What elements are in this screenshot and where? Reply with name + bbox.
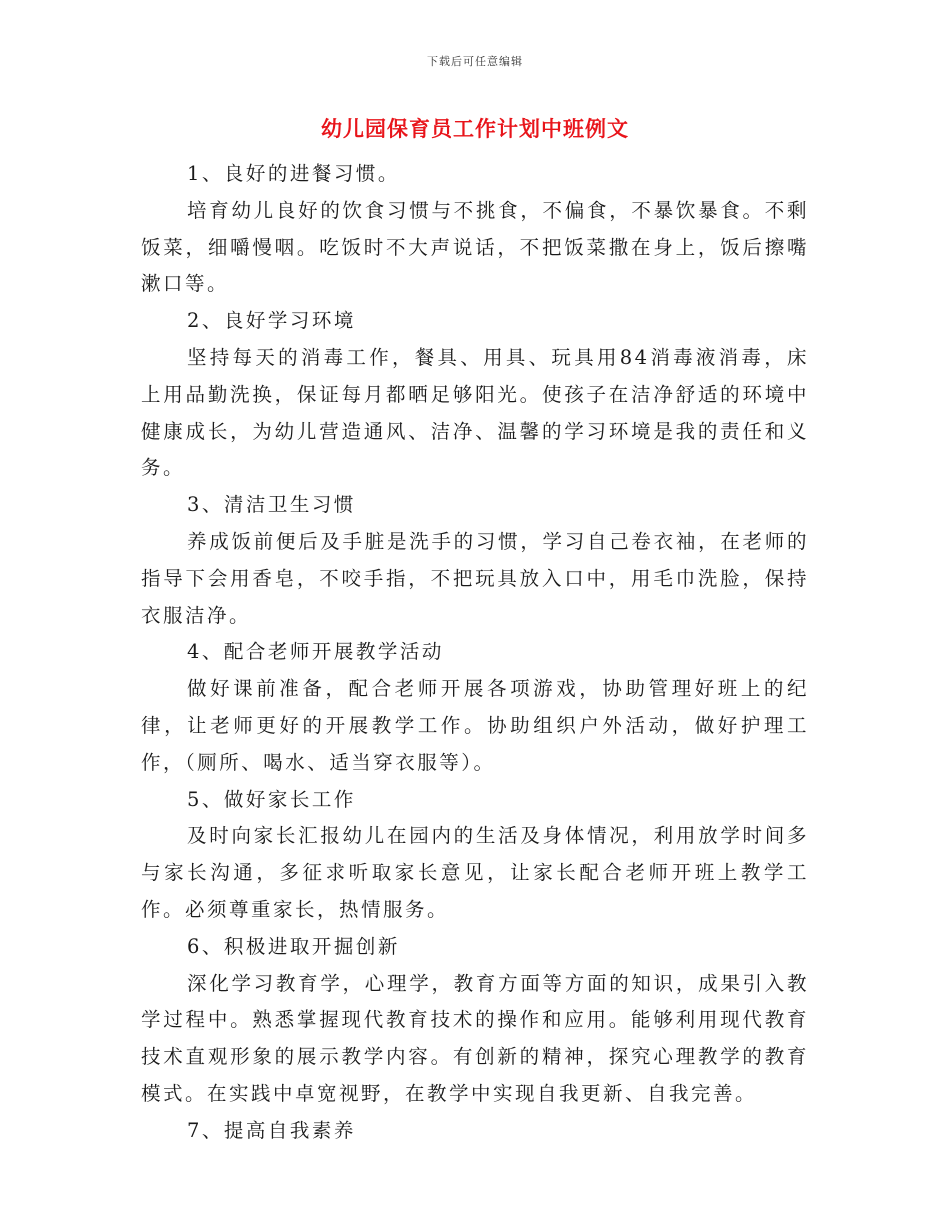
document-body: [141, 156, 809, 1150]
section-heading-2: 2、良好学习环境: [187, 309, 356, 333]
section-body-3: 养成饭前便后及手脏是洗手的习惯，学习自己卷衣袖，在老师的指导下会用香皂，不咬手指，不把玩具放入口中，用毛巾洗脸，保持衣服洁净。: [141, 529, 809, 627]
section-heading-5: 5、做好家长工作: [187, 787, 356, 811]
section-body-4: 做好课前准备，配合老师开展各项游戏，协助管理好班上的纪律，让老师更好的开展教学工作。协助组织户外活动，做好护理工作，（厕所、喝水、适当穿衣服等）。: [141, 677, 809, 774]
section-heading-1: 1、良好的进餐习惯。: [187, 162, 400, 185]
document-title: 幼儿园保育员工作计划中班例文: [321, 116, 629, 141]
section-heading-4: 4、配合老师开展教学活动: [187, 640, 444, 664]
section-body-5: 及时向家长汇报幼儿在园内的生活及身体情况，利用放学时间多与家长沟通，多征求听取家长意见，让家长配合老师开班上教学工作。必须尊重家长，热情服务。: [141, 824, 809, 921]
page-header-note: 下载后可任意编辑: [427, 55, 523, 68]
section-body-2: 坚持每天的消毒工作，餐具、用具、玩具用84消毒液消毒，床上用品勤洗换，保证每月都晒足够阳光。使孩子在洁净舒适的环境中健康成长，为幼儿营造通风、洁净、温馨的学习环境是我的责任和义务。: [141, 345, 809, 480]
section-body-1: 培育幼儿良好的饮食习惯与不挑食，不偏食，不暴饮暴食。不剩饭菜，细嚼慢咽。吃饭时不大声说话，不把饭菜撒在身上，饭后擦嘴漱口等。: [141, 198, 809, 296]
section-body-6: 深化学习教育学，心理学，教育方面等方面的知识，成果引入教学过程中。熟悉掌握现代教育技术的操作和应用。能够利用现代教育技术直观形象的展示教学内容。有创新的精神，探究心理教学的教育模式。在实践中卓宽视野，在教学中实现自我更新、自我完善。: [141, 971, 809, 1105]
section-heading-6: 6、积极进取开掘创新: [187, 934, 400, 958]
section-heading-3: 3、清洁卫生习惯: [187, 493, 356, 517]
section-heading-7: 7、提高自我素养: [187, 1118, 356, 1142]
